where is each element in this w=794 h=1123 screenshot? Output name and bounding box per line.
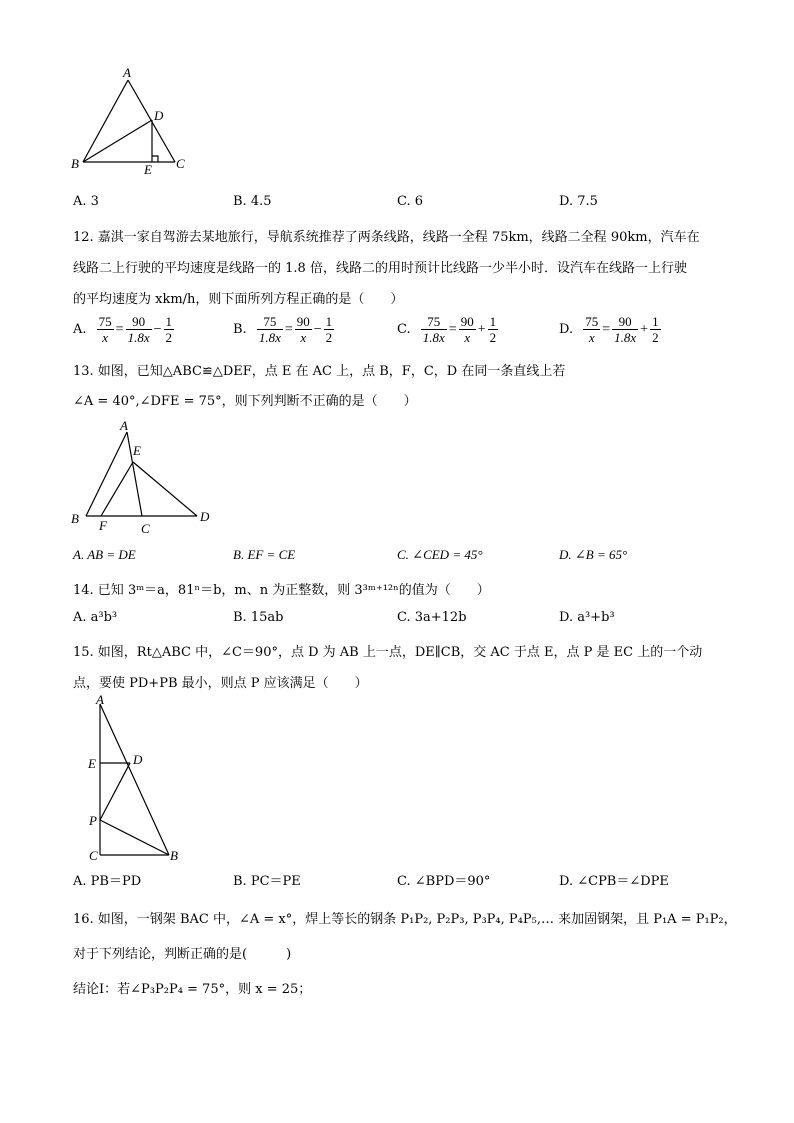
q11-option-a[interactable]: A. 3	[73, 194, 99, 209]
q11-label-D: D	[154, 108, 164, 123]
q11-figure	[68, 64, 198, 179]
q12-option-c[interactable]: C. $\frac{75}{1.8x}$ = $\frac{90}{x}$ + $\frac{1}{2}$	[397, 314, 497, 345]
q15-figure	[84, 694, 194, 864]
q15-option-a[interactable]: A. PB＝PD	[73, 874, 142, 889]
q15-label-E: E	[88, 756, 96, 771]
q12-b-lnum: 75	[257, 314, 283, 330]
q12-d-hnum: 1	[652, 314, 659, 329]
q12-b-hnum: 1	[325, 314, 333, 329]
q11-label-B: B	[71, 156, 79, 171]
q12-text-line1: 12. 嘉淇一家自驾游去某地旅行，导航系统推荐了两条线路，线路一全程 75km，线路二全程 90km，汽车在	[73, 230, 700, 245]
q12-b-op: −	[313, 321, 322, 337]
q12-d-rden: 1.8x	[614, 330, 637, 345]
q12-b-lden: 1.8x	[258, 330, 281, 345]
q12-a-op: −	[153, 321, 162, 337]
q12-option-a-letter: A.	[73, 322, 87, 337]
q13-text-line1: 13. 如图，已知△ABC≌△DEF，点 E 在 AC 上，点 B，F，C，D 在同一条直线上若	[73, 364, 566, 379]
q16-text-line2: 对于下列结论，判断正确的是( )	[73, 947, 292, 962]
q16-text-line3: 结论Ⅰ：若∠P₃P₂P₄ = 75°，则 x = 25；	[73, 982, 312, 997]
q14-option-c[interactable]: C. 3a+12b	[397, 610, 467, 625]
q13-figure	[66, 417, 221, 537]
q13-triangle-lines	[86, 432, 197, 516]
q15-label-D: D	[133, 752, 143, 767]
q13-option-c[interactable]: C. ∠CED = 45°	[397, 547, 483, 562]
q14-option-a[interactable]: A. a³b³	[73, 610, 118, 625]
q16-text-line1: 16. 如图，一钢架 BAC 中，∠A = x°，焊上等长的钢条 P₁P₂, P₂P₃, P₃P₄, P₄P₅,… 来加固钢架，且 P₁A = P₁P₂，	[73, 912, 737, 927]
q15-text-line2: 点，要使 PD+PB 最小，则点 P 应该满足（ ）	[73, 676, 368, 691]
q15-triangle-lines	[100, 704, 169, 855]
q12-option-b-letter: B.	[233, 322, 247, 337]
q12-text-line3: 的平均速度为 xkm/h，则下面所列方程正确的是（ ）	[73, 292, 404, 307]
q12-d-lnum: 75	[585, 314, 599, 329]
q15-option-b[interactable]: B. PC＝PE	[233, 874, 301, 889]
q12-a-hnum: 1	[165, 314, 173, 329]
q14-option-d[interactable]: D. a³+b³	[559, 610, 615, 625]
q15-label-B: B	[170, 848, 178, 863]
q12-a-lden: x	[102, 330, 109, 345]
q12-c-rnum: 90	[460, 314, 474, 329]
q13-option-a[interactable]: A. AB = DE	[73, 547, 136, 562]
q12-b-rnum: 90	[296, 314, 310, 329]
q15-label-P: P	[89, 813, 97, 828]
q14-text-line1: 14. 已知 3ᵐ＝a，81ⁿ＝b，m、n 为正整数，则 3³ᵐ⁺¹²ⁿ的值为（ ）	[73, 583, 490, 598]
q12-a-lnum: 75	[98, 314, 112, 329]
q12-c-lnum: 75	[421, 314, 447, 330]
q11-option-c[interactable]: C. 6	[397, 194, 424, 209]
q15-option-c[interactable]: C. ∠BPD＝90°	[397, 874, 491, 889]
q12-c-hden: 2	[489, 330, 497, 345]
q11-label-A: A	[123, 65, 131, 80]
q12-c-op: +	[477, 321, 486, 337]
q12-option-c-letter: C.	[397, 322, 411, 337]
q14-option-b[interactable]: B. 15ab	[233, 610, 284, 625]
q11-option-b[interactable]: B. 4.5	[233, 194, 272, 209]
q12-option-d[interactable]: D. $\frac{75}{x}$ = $\frac{90}{1.8x}$ + $\frac{1}{2}$	[559, 314, 659, 345]
q12-d-rnum: 90	[612, 314, 638, 330]
q13-label-E: E	[133, 443, 141, 458]
q12-option-a[interactable]: A. $\frac{75}{x}$ = $\frac{90}{1.8x}$ − $\frac{1}{2}$	[73, 314, 173, 345]
q12-d-op: +	[640, 321, 649, 337]
q12-b-hden: 2	[325, 330, 333, 345]
q12-option-d-letter: D.	[559, 322, 574, 337]
q11-label-C: C	[176, 156, 185, 171]
q13-label-B: B	[71, 511, 79, 526]
q12-text-line2: 线路二上行驶的平均速度是线路一的 1.8 倍，线路二的用时预计比线路一少半小时．设汽车在线路一上行驶	[73, 261, 687, 276]
q12-a-rden: 1.8x	[127, 330, 150, 345]
q13-label-A: A	[120, 418, 128, 433]
q13-label-F: F	[99, 518, 107, 533]
q12-d-lden: x	[588, 330, 595, 345]
q11-option-d[interactable]: D. 7.5	[559, 194, 598, 209]
q12-option-b[interactable]: B. $\frac{75}{1.8x}$ = $\frac{90}{x}$ − $\frac{1}{2}$	[233, 314, 333, 345]
q11-label-E: E	[144, 162, 152, 177]
q12-c-hnum: 1	[489, 314, 497, 329]
q12-c-rden: x	[464, 330, 471, 345]
q13-label-D: D	[200, 509, 210, 524]
q13-label-C: C	[141, 521, 150, 536]
q13-text-line2: ∠A = 40°,∠DFE = 75°，则下列判断不正确的是（ ）	[73, 394, 417, 409]
q15-option-d[interactable]: D. ∠CPB＝∠DPE	[559, 874, 669, 889]
q12-d-hden: 2	[652, 330, 659, 345]
q13-option-b[interactable]: B. EF = CE	[233, 547, 296, 562]
q12-a-hden: 2	[165, 330, 173, 345]
q12-a-rnum: 90	[126, 314, 152, 330]
q15-label-A: A	[96, 694, 104, 707]
q15-text-line1: 15. 如图，Rt△ABC 中，∠C＝90°，点 D 为 AB 上一点，DE∥CB，交 AC 于点 E，点 P 是 EC 上的一个动	[73, 645, 703, 660]
q12-c-lden: 1.8x	[422, 330, 445, 345]
q12-b-rden: x	[300, 330, 307, 345]
q15-label-C: C	[89, 848, 98, 863]
q13-option-d[interactable]: D. ∠B = 65°	[559, 547, 628, 562]
